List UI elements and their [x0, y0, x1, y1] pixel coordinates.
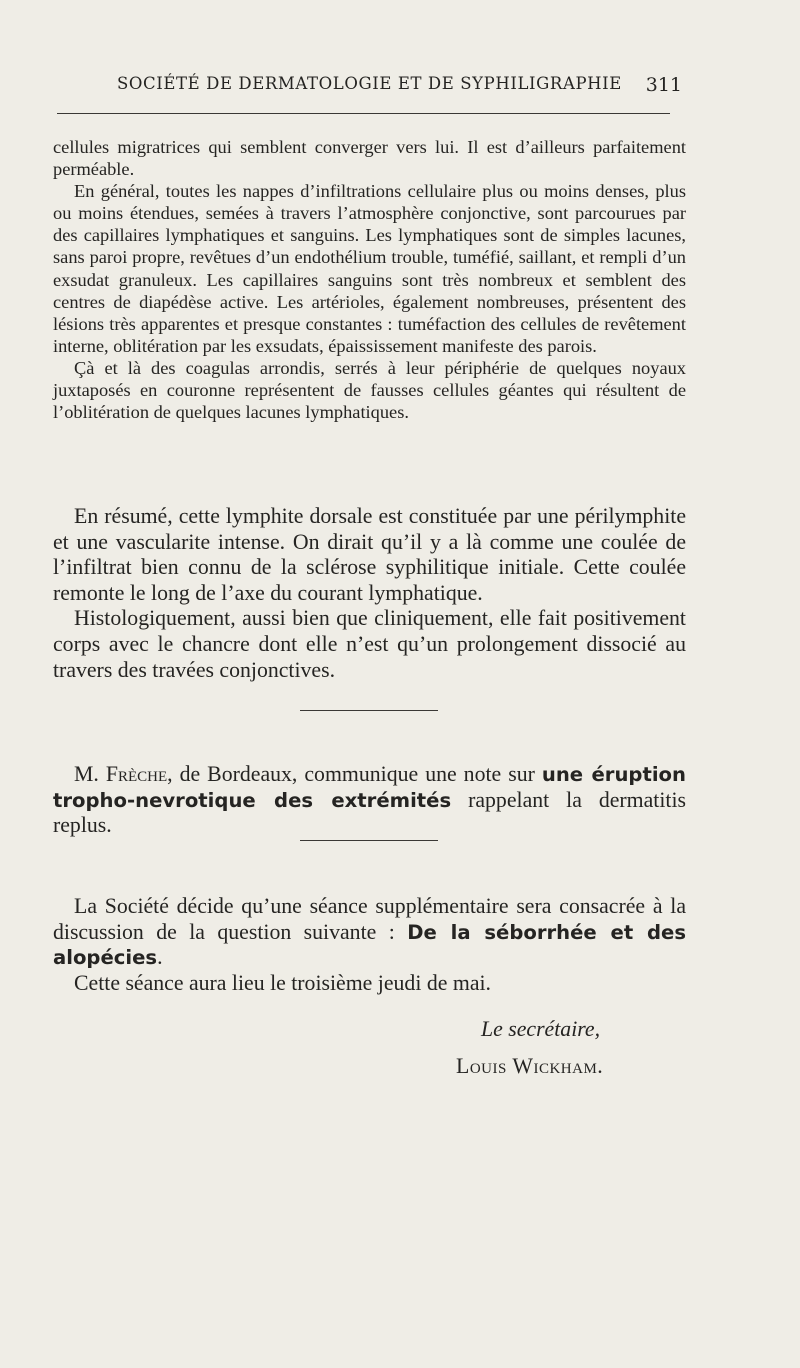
decision-text: La Société décide qu’une séance supplémentaire sera consacrée à la discussion de la question suivante : — [53, 894, 686, 944]
page-number: 311 — [645, 74, 682, 96]
decision-section — [53, 894, 686, 996]
section-divider — [300, 710, 438, 711]
paragraph-coagulas: Çà et là des coagulas arrondis, serrés à leur périphérie de quelques noyaux juxtaposés en couronne représentent de fausses cellules géantes qui résultent de l’oblitération de quelques lacunes lymphatiques. — [53, 357, 686, 423]
decision-period: . — [157, 945, 163, 970]
communication-text: , de Bordeaux, communique une note sur — [167, 762, 542, 786]
communication-subject: une éruption tropho-nevrotique des extrémités — [53, 763, 686, 812]
histology-section — [53, 136, 686, 423]
communication-text-end: rappelant la dermatitis replus. — [53, 787, 686, 838]
author-prefix: M. — [74, 762, 106, 786]
communication-paragraph — [53, 762, 686, 839]
signature-name: Louis Wickham. — [456, 1054, 604, 1078]
summary-section — [53, 504, 686, 683]
decision-subject: De la séborrhée et des alopécies — [53, 920, 687, 970]
paragraph-continuation: cellules migratrices qui semblent converger vers lui. Il est d’ailleurs parfaitement perméable. — [53, 137, 686, 180]
paragraph-infiltrations: En général, toutes les nappes d’infiltrations cellulaire plus ou moins denses, plus ou moins étendues, semées à travers l’atmosphère conjonctive, sont parcourues par des capillaires lymphatiques et sanguins. Les lymphatiques sont de simples lacunes, sans paroi propre, revêtues d’un endothélium trouble, tuméfié, saillant, et rempli d’un exsudat granuleux. Les capillaires sanguins sont très nombreux et semblent des centres de diapédèse active. Les artérioles, également nombreuses, présentent des lésions très apparentes et presque constantes : tuméfaction des cellules de revêtement interne, oblitération par les exsudats, épaississement manifeste des parois. — [53, 181, 686, 356]
signature-title: Le secrétaire, — [481, 1017, 601, 1041]
author-name: Frèche — [105, 762, 168, 786]
paragraph-histologiquement: Histologiquement, aussi bien que cliniquement, elle fait positivement corps avec le chancre dont elle n’est qu’un prolongement dissocié au travers des travées conjonctives. — [53, 606, 686, 682]
section-divider — [300, 840, 438, 841]
paragraph-resume: En résumé, cette lymphite dorsale est constituée par une périlymphite et une vascularite intense. On dirait qu’il y a là comme une coulée de l’infiltrat bien connu de la sclérose syphilitique initiale. Cette coulée remonte le long de l’axe du courant lymphatique. — [53, 504, 686, 605]
header-rule — [57, 113, 670, 114]
decision-date: Cette séance aura lieu le troisième jeudi de mai. — [74, 970, 491, 995]
running-title: SOCIÉTÉ DE DERMATOLOGIE ET DE SYPHILIGRAPHIE — [117, 74, 622, 93]
